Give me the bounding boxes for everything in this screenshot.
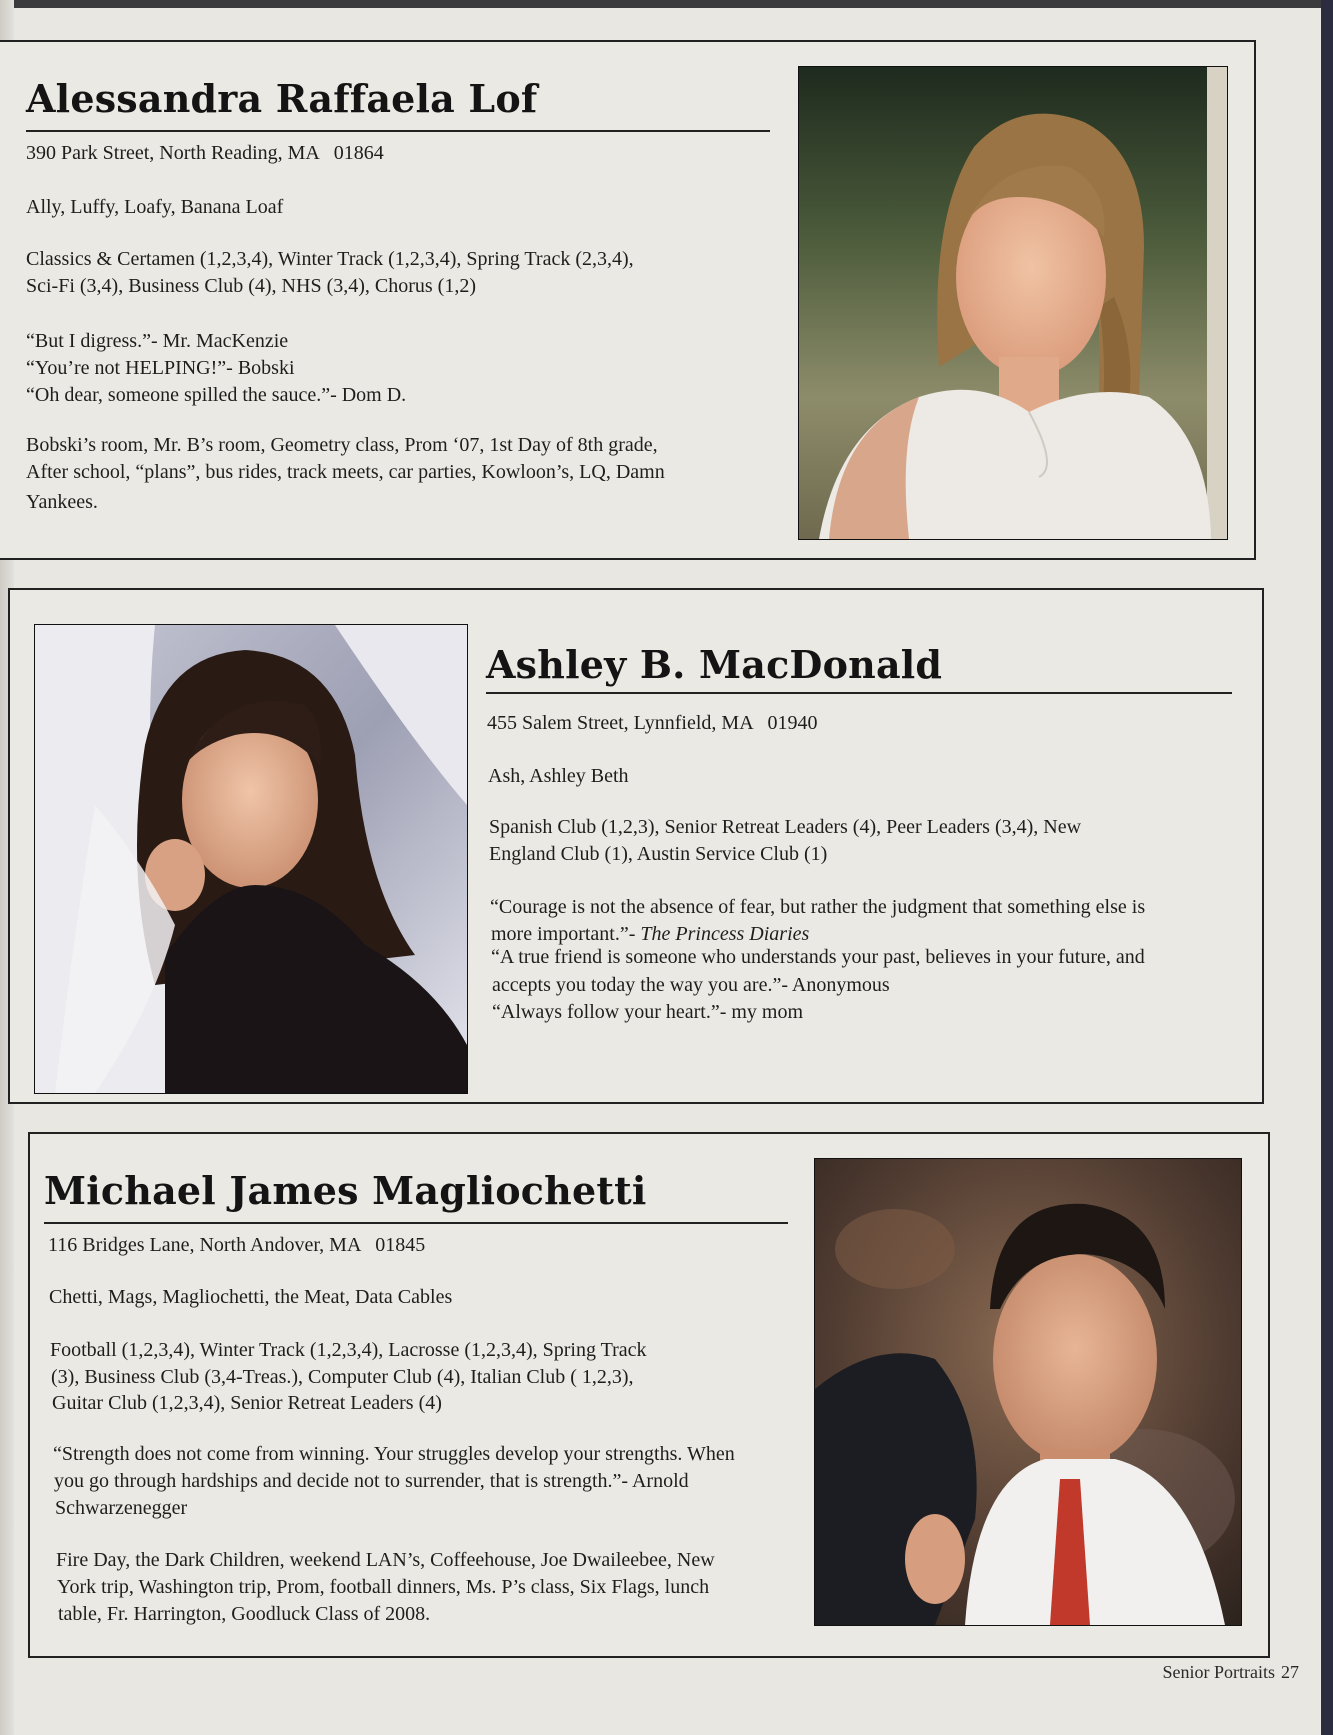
quote-text: more important.”- [491,923,641,945]
quote-line [490,894,1145,920]
address: 390 Park Street, North Reading, MA 01864 [26,142,384,164]
portrait-photo [34,624,468,1094]
quote-line: you go through hardships and decide not to surrender, that is strength.”- Arnold [54,1470,689,1492]
memories-line: After school, “plans”, bus rides, track meets, car parties, Kowloon’s, LQ, Damn [26,461,665,483]
quote-text: accepts you today the way you are.”- Anonymous [492,974,890,996]
student-name: Ashley B. MacDonald [486,642,943,687]
nicknames: Ash, Ashley Beth [488,765,629,787]
student-name: Michael James Magliochetti [44,1168,647,1213]
activities-line: Guitar Club (1,2,3,4), Senior Retreat Leaders (4) [52,1392,442,1414]
page-footer [1163,1662,1300,1683]
memories-line: Bobski’s room, Mr. B’s room, Geometry class, Prom ‘07, 1st Day of 8th grade, [26,434,658,456]
quote-text: “A true friend is someone who understands your past, believes in your future, and [491,946,1145,968]
activities-line: Football (1,2,3,4), Winter Track (1,2,3,4), Lacrosse (1,2,3,4), Spring Track [50,1339,647,1361]
name-underline [486,692,1232,694]
quote-line: “Oh dear, someone spilled the sauce.”- Dom D. [26,384,407,406]
memories-line: table, Fr. Harrington, Goodluck Class of 2008. [58,1603,431,1625]
quote-line [492,999,803,1025]
name-underline [26,130,770,132]
activities-line: Classics & Certamen (1,2,3,4), Winter Track (1,2,3,4), Spring Track (2,3,4), [26,248,634,270]
quote-text: “Always follow your heart.”- my mom [492,1001,804,1023]
address: 116 Bridges Lane, North Andover, MA 01845 [48,1234,426,1256]
quote-line: Schwarzenegger [55,1497,188,1519]
memories-line: Fire Day, the Dark Children, weekend LAN’s, Coffeehouse, Joe Dwaileebee, New [56,1549,715,1571]
address: 455 Salem Street, Lynnfield, MA 01940 [487,712,818,734]
quote-line: “Strength does not come from winning. Your struggles develop your strengths. When [53,1443,735,1465]
activities-line: (3), Business Club (3,4-Treas.), Computer Club (4), Italian Club ( 1,2,3), [51,1366,634,1388]
quote-line [491,944,1145,970]
section-label: Senior Portraits [1162,1662,1275,1682]
memories-line: Yankees. [26,491,98,513]
name-underline [44,1222,788,1224]
portrait-photo [814,1158,1242,1626]
activities-line: England Club (1), Austin Service Club (1) [489,843,828,865]
quote-line [492,972,890,998]
quote-text: “Courage is not the absence of fear, but rather the judgment that something else is [490,896,1146,918]
page-top-edge [0,0,1333,8]
quote-line: “But I digress.”- Mr. MacKenzie [26,330,289,352]
nicknames: Ally, Luffy, Loafy, Banana Loaf [26,196,284,218]
activities-line: Spanish Club (1,2,3), Senior Retreat Leaders (4), Peer Leaders (3,4), New [489,816,1082,838]
page-right-edge [1321,0,1333,1735]
student-name: Alessandra Raffaela Lof [26,76,538,121]
nicknames: Chetti, Mags, Magliochetti, the Meat, Data Cables [49,1286,453,1308]
memories-line: York trip, Washington trip, Prom, football dinners, Ms. P’s class, Six Flags, lunch [57,1576,710,1598]
quote-line: “You’re not HELPING!”- Bobski [26,357,295,379]
portrait-photo [798,66,1228,540]
page-number: 27 [1281,1662,1299,1682]
quote-source: The Princess Diaries [640,923,810,945]
activities-line: Sci-Fi (3,4), Business Club (4), NHS (3,4), Chorus (1,2) [26,275,476,297]
